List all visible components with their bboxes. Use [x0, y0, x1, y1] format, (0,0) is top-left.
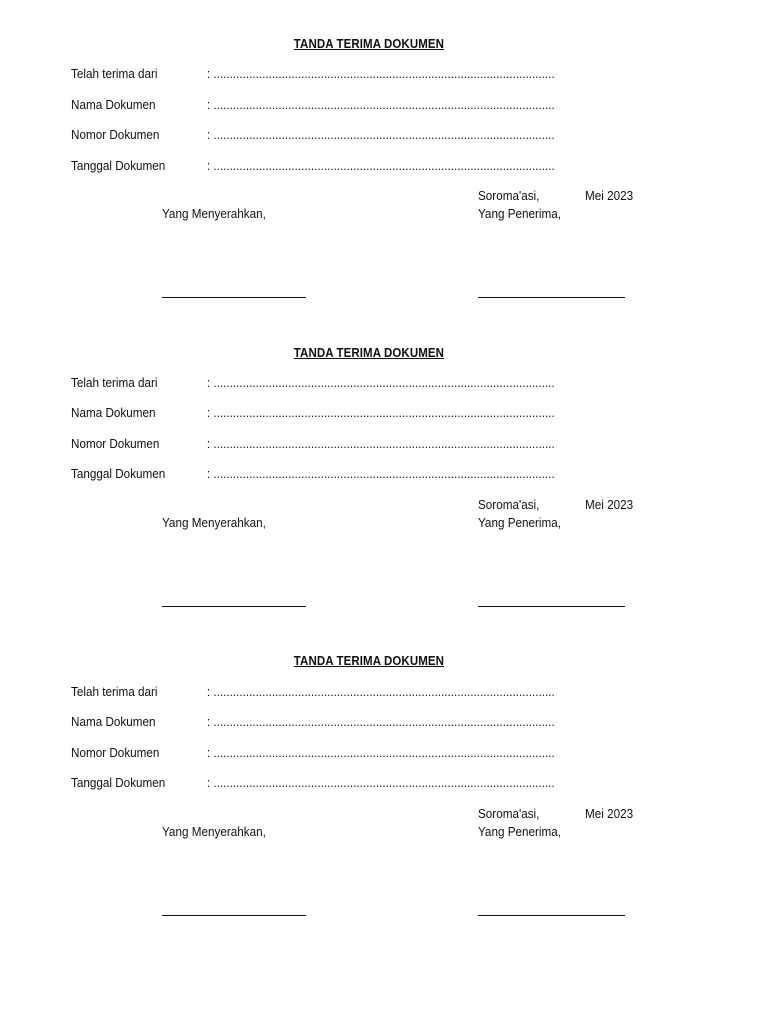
receiver-label: Yang Penerima,	[478, 515, 562, 530]
receiver-label: Yang Penerima,	[478, 206, 562, 221]
field-value: : .........................................................................................................	[206, 97, 555, 112]
giver-label: Yang Menyerahkan,	[162, 206, 266, 221]
giver-label: Yang Menyerahkan,	[162, 515, 266, 530]
field-document-number	[71, 436, 555, 451]
field-value: : .........................................................................................................	[206, 684, 555, 699]
receiver-label: Yang Penerima,	[478, 824, 562, 839]
field-label: Nama Dokumen	[71, 405, 156, 420]
field-value: : .........................................................................................................	[206, 775, 555, 790]
field-label: Tanggal Dokumen	[71, 775, 166, 790]
field-value: : .........................................................................................................	[206, 745, 555, 760]
field-label: Telah terima dari	[71, 66, 158, 81]
receipt-form-3	[0, 654, 768, 954]
field-value: : .........................................................................................................	[206, 66, 555, 81]
field-value: : .........................................................................................................	[206, 466, 555, 481]
field-document-date	[71, 158, 555, 173]
field-received-from	[71, 684, 555, 699]
field-document-name	[71, 714, 555, 729]
receipt-form-2	[0, 346, 768, 646]
giver-signature-line	[162, 606, 306, 607]
field-document-name	[71, 97, 555, 112]
field-label: Telah terima dari	[71, 684, 158, 699]
field-received-from	[71, 66, 555, 81]
field-value: : .........................................................................................................	[206, 158, 555, 173]
field-document-date	[71, 466, 555, 481]
place-text: Soroma'asi,	[478, 188, 540, 203]
field-value: : .........................................................................................................	[206, 127, 555, 142]
field-document-date	[71, 775, 555, 790]
giver-signature-line	[162, 915, 306, 916]
field-value: : .........................................................................................................	[206, 405, 555, 420]
field-label: Tanggal Dokumen	[71, 466, 166, 481]
receipt-form-1	[0, 37, 768, 337]
receipt-title: TANDA TERIMA DOKUMEN	[293, 37, 445, 51]
receiver-signature-line	[478, 606, 625, 607]
receiver-signature-line	[478, 297, 625, 298]
giver-signature-line	[162, 297, 306, 298]
field-value: : .........................................................................................................	[206, 436, 555, 451]
field-document-number	[71, 745, 555, 760]
receipt-title: TANDA TERIMA DOKUMEN	[293, 654, 445, 668]
field-label: Nama Dokumen	[71, 714, 156, 729]
field-label: Nomor Dokumen	[71, 127, 160, 142]
place-text: Soroma'asi,	[478, 497, 540, 512]
date-text: Mei 2023	[585, 497, 634, 512]
field-label: Tanggal Dokumen	[71, 158, 166, 173]
receipt-title: TANDA TERIMA DOKUMEN	[293, 346, 445, 360]
field-received-from	[71, 375, 555, 390]
field-label: Nama Dokumen	[71, 97, 156, 112]
giver-label: Yang Menyerahkan,	[162, 824, 266, 839]
receiver-signature-line	[478, 915, 625, 916]
field-value: : .........................................................................................................	[206, 375, 555, 390]
field-label: Nomor Dokumen	[71, 436, 160, 451]
field-document-number	[71, 127, 555, 142]
place-text: Soroma'asi,	[478, 806, 540, 821]
field-document-name	[71, 405, 555, 420]
field-label: Telah terima dari	[71, 375, 158, 390]
date-text: Mei 2023	[585, 806, 634, 821]
field-value: : .........................................................................................................	[206, 714, 555, 729]
date-text: Mei 2023	[585, 188, 634, 203]
field-label: Nomor Dokumen	[71, 745, 160, 760]
